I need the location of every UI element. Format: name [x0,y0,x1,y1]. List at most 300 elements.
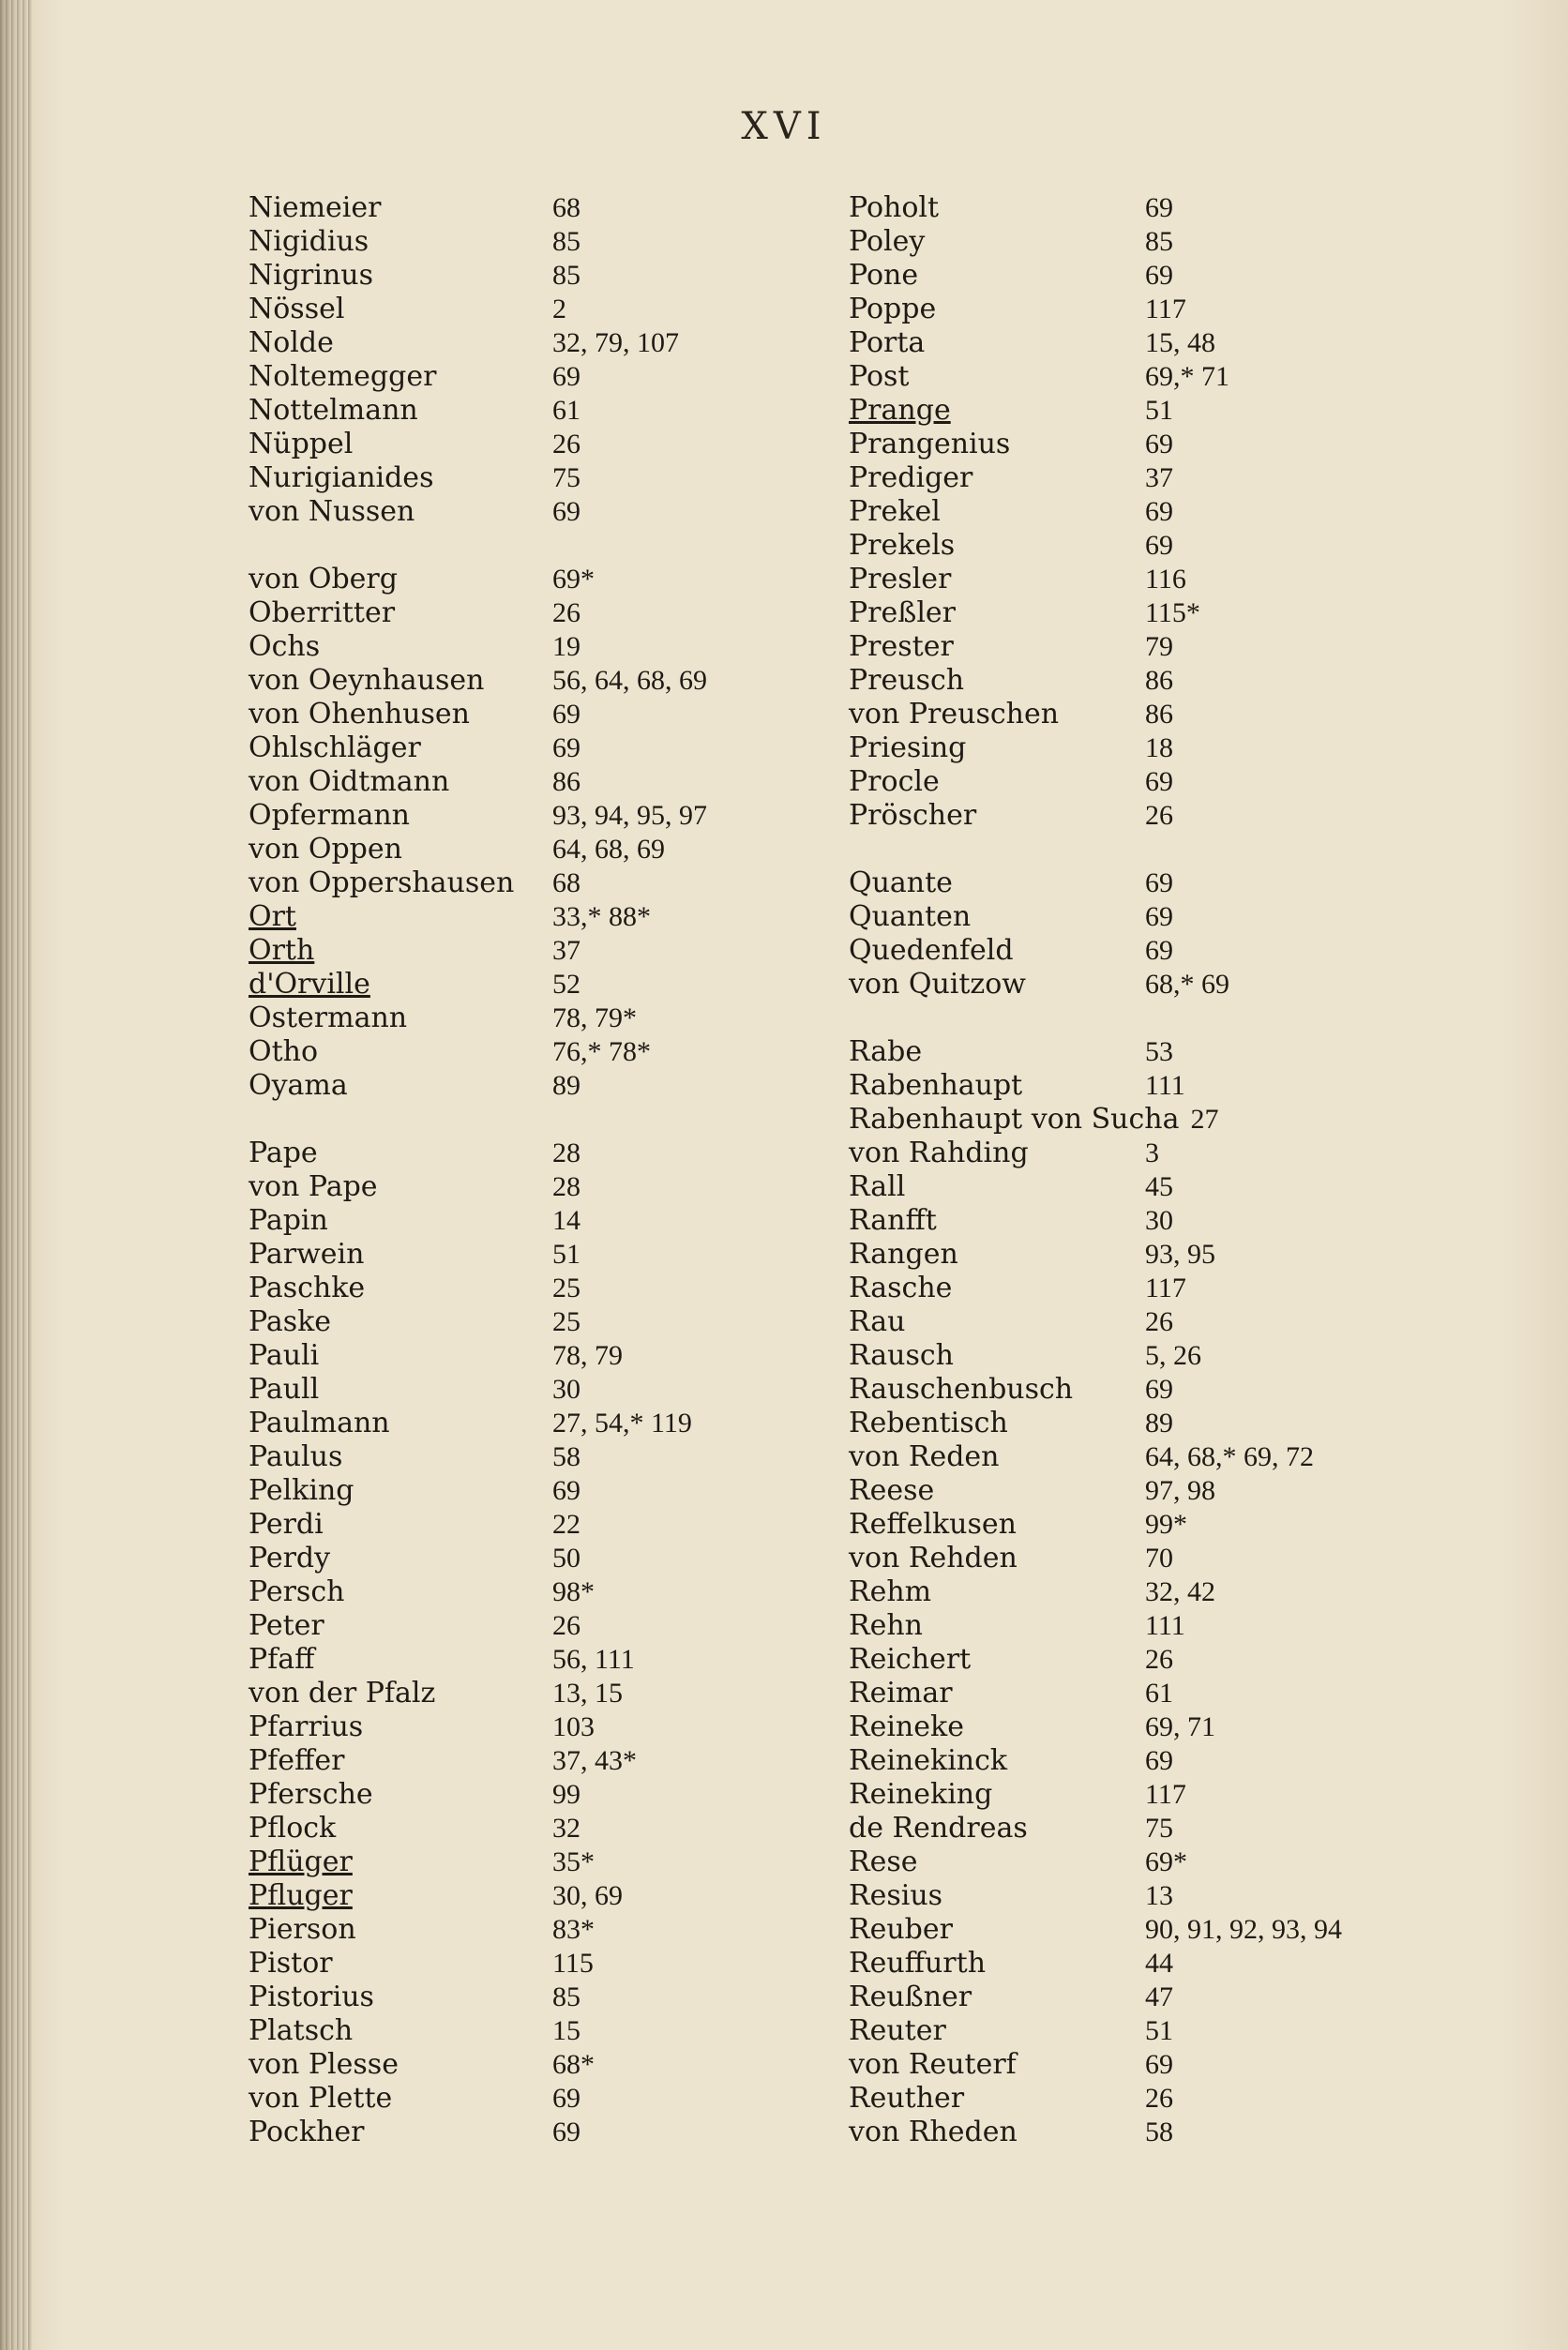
entry-name: Nolde [249,326,334,359]
entry-pages: 117 [1145,1273,1186,1303]
index-entry [849,563,1496,596]
entry-pages: 53 [1145,1036,1173,1067]
index-entry [849,225,1496,259]
index-entry [249,394,849,428]
entry-name: Platsch [249,2014,354,2047]
entry-name: Nigrinus [249,259,374,292]
index-entry [249,1981,849,2014]
index-entry [249,596,849,630]
entry-pages: 26 [1145,2083,1173,2114]
entry-pages: 79 [1145,631,1173,662]
entry-pages: 5, 26 [1145,1340,1201,1371]
entry-pages: 99 [552,1779,580,1810]
entry-name: von Oppershausen [249,866,515,899]
entry-name: Pfersche [249,1778,373,1811]
entry-name: Preßler [849,596,957,629]
entry-name: von Rahding [849,1137,1029,1169]
entry-pages: 69, 71 [1145,1711,1215,1742]
index-entry [249,293,849,326]
entry-name: Nössel [249,293,345,325]
entry-pages: 103 [552,1711,595,1742]
index-entry [249,1440,849,1474]
index-entry [249,191,849,225]
entry-pages: 76,* 78* [552,1036,651,1067]
entry-pages: 35* [552,1846,595,1877]
entry-pages: 83* [552,1914,595,1945]
index-entry [849,461,1496,495]
entry-pages: 3 [1145,1137,1159,1168]
entry-name: Poholt [849,191,940,224]
entry-name: Post [849,360,910,393]
entry-name: Rabe [849,1035,923,1068]
entry-pages: 64, 68, 69 [552,834,665,865]
page-binding-edge [0,0,32,2350]
entry-name: Ochs [249,630,321,663]
entry-name: von Rehden [849,1542,1018,1574]
entry-pages: 117 [1145,294,1186,324]
index-column-right [849,191,1496,2149]
entry-name: von Oberg [249,563,398,595]
entry-pages: 2 [552,294,566,324]
index-entry [849,1845,1496,1879]
entry-pages: 45 [1145,1171,1173,1202]
entry-name: Pelking [249,1474,354,1507]
entry-pages: 111 [1145,1070,1185,1101]
index-entry [249,731,849,765]
section-gap [849,1002,1496,1035]
entry-pages: 26 [1145,800,1173,831]
index-entry [249,1508,849,1542]
entry-pages: 44 [1145,1948,1173,1979]
entry-name: Prester [849,630,954,663]
entry-pages: 69* [552,564,595,595]
entry-pages: 69 [552,699,580,730]
entry-pages: 32, 42 [1145,1576,1215,1607]
page-number: XVI [741,105,827,148]
entry-name: Nurigianides [249,461,434,494]
entry-name: Pierson [249,1913,356,1946]
entry-name: Reese [849,1474,935,1507]
entry-name: Preusch [849,664,965,697]
entry-name: Pistorius [249,1981,374,2013]
index-entry [849,1609,1496,1643]
index-entry [249,1575,849,1609]
index-entry [249,1339,849,1373]
entry-pages: 69 [552,496,580,527]
index-entry [249,1710,849,1744]
entry-pages: 98* [552,1576,595,1607]
index-entry [249,1204,849,1238]
index-entry [849,765,1496,799]
entry-pages: 51 [552,1239,580,1270]
entry-name: Pfluger [249,1879,353,1912]
entry-pages: 68* [552,2049,595,2080]
entry-name: Ranfft [849,1204,937,1237]
entry-pages: 26 [552,429,580,459]
entry-pages: 56, 111 [552,1644,635,1675]
entry-name: Nüppel [249,428,354,460]
index-entry [249,1002,849,1035]
entry-name: Paske [249,1305,332,1338]
entry-pages: 37 [552,935,580,966]
index-entry [249,326,849,360]
entry-name: Quante [849,866,953,899]
index-entry [249,1137,849,1170]
entry-pages: 56, 64, 68, 69 [552,665,707,696]
entry-name: von Oidtmann [249,765,450,798]
index-entry [849,1947,1496,1981]
entry-pages: 68 [552,867,580,898]
entry-pages: 78, 79 [552,1340,623,1371]
index-entry [249,664,849,698]
entry-name: Pistor [249,1947,333,1980]
index-entry [849,664,1496,698]
entry-name: Reuffurth [849,1947,987,1980]
entry-name: Ort [249,900,296,933]
index-entry [849,630,1496,664]
index-entry [249,461,849,495]
entry-pages: 89 [1145,1408,1173,1439]
entry-name: Resius [849,1879,943,1912]
index-entry [849,1913,1496,1947]
entry-pages: 51 [1145,2015,1173,2046]
entry-pages: 69 [1145,260,1173,291]
entry-pages: 69 [1145,496,1173,527]
entry-pages: 69* [1145,1846,1187,1877]
entry-name: Reuber [849,1913,953,1946]
entry-pages: 27, 54,* 119 [552,1408,692,1439]
index-entry [849,1238,1496,1272]
index-entry [849,1643,1496,1677]
entry-pages: 69 [1145,1745,1173,1776]
entry-name: Prediger [849,461,973,494]
index-entry [849,259,1496,293]
entry-name: Prangenius [849,428,1011,460]
section-gap [249,529,849,563]
entry-name: de Rendreas [849,1812,1028,1845]
entry-pages: 15 [552,2015,580,2046]
entry-name: Reuther [849,2082,965,2115]
entry-name: Nigidius [249,225,369,258]
entry-pages: 69 [552,732,580,763]
index-entry [249,225,849,259]
entry-name: Rall [849,1170,906,1203]
index-entry [249,1035,849,1069]
index-entry [849,1677,1496,1710]
entry-name: von Plette [249,2082,393,2115]
entry-name: Rebentisch [849,1407,1008,1439]
index-entry [249,1913,849,1947]
entry-pages: 69 [552,2117,580,2147]
entry-name: Pfaff [249,1643,315,1676]
entry-name: Perdi [249,1508,324,1541]
entry-name: Parwein [249,1238,365,1271]
index-entry [849,1103,1496,1137]
index-entry [849,1272,1496,1305]
entry-name: Paull [249,1373,320,1406]
entry-name: Reichert [849,1643,972,1676]
index-entry [849,1812,1496,1845]
index-entry [249,866,849,900]
index-entry [249,2014,849,2048]
index-entry [849,1710,1496,1744]
index-entry [849,1204,1496,1238]
entry-name: Poppe [849,293,937,325]
entry-pages: 32, 79, 107 [552,327,679,358]
index-entry [849,1407,1496,1440]
entry-pages: 26 [552,597,580,628]
entry-name: Rehm [849,1575,932,1608]
entry-name: Quanten [849,900,972,933]
index-entry [849,191,1496,225]
entry-name: Rese [849,1845,918,1878]
entry-name: Pflock [249,1812,337,1845]
index-entry [849,1508,1496,1542]
index-entry [249,1373,849,1407]
entry-name: Ohlschläger [249,731,421,764]
index-entry [249,563,849,596]
entry-pages: 69 [1145,192,1173,223]
entry-name: von Quitzow [849,968,1026,1001]
index-entry [249,799,849,833]
index-entry [249,698,849,731]
entry-pages: 37, 43* [552,1745,637,1776]
entry-name: Poley [849,225,926,258]
entry-pages: 116 [1145,564,1186,595]
index-entry [849,2116,1496,2149]
entry-pages: 85 [552,260,580,291]
index-entry [849,1305,1496,1339]
index-entry [249,1069,849,1103]
index-entry [849,428,1496,461]
entry-pages: 58 [552,1441,580,1472]
entry-pages: 33,* 88* [552,901,651,932]
entry-pages: 13 [1145,1880,1173,1911]
index-entry [849,866,1496,900]
entry-pages: 58 [1145,2117,1173,2147]
index-entry [249,900,849,934]
index-entry [849,934,1496,968]
entry-pages: 25 [552,1273,580,1303]
entry-pages: 97, 98 [1145,1475,1215,1506]
index-entry [249,1879,849,1913]
index-entry [849,596,1496,630]
entry-name: Reuter [849,2014,946,2047]
index-entry [249,1170,849,1204]
entry-pages: 69 [1145,530,1173,561]
entry-pages: 26 [1145,1306,1173,1337]
entry-pages: 85 [552,226,580,257]
entry-name: von Reden [849,1440,1000,1473]
index-entry [849,1137,1496,1170]
entry-name: Reineke [849,1710,964,1743]
entry-name: von Ohenhusen [249,698,470,731]
entry-name: Nottelmann [249,394,418,427]
entry-name: Paulus [249,1440,343,1473]
index-entry [249,1238,849,1272]
entry-name: Rauschenbusch [849,1373,1074,1406]
index-entry [849,394,1496,428]
entry-pages: 86 [1145,699,1173,730]
entry-name: Paulmann [249,1407,390,1439]
index-column-left [249,191,849,2149]
entry-name: Persch [249,1575,345,1608]
entry-pages: 61 [552,395,580,426]
entry-name: von Nussen [249,495,415,528]
entry-name: Rangen [849,1238,958,1271]
index-entry [249,1474,849,1508]
entry-name: Priesing [849,731,967,764]
entry-name: Reineking [849,1778,993,1811]
entry-pages: 69 [552,2083,580,2114]
index-entry [849,495,1496,529]
entry-name: Pflüger [249,1845,353,1878]
index-entry [249,1812,849,1845]
entry-name: Reffelkusen [849,1508,1017,1541]
entry-pages: 22 [552,1509,580,1540]
index-entry [249,1677,849,1710]
entry-name: Pockher [249,2116,365,2148]
entry-name: Niemeier [249,191,382,224]
index-entry [849,2082,1496,2116]
entry-name: Rasche [849,1272,953,1304]
entry-pages: 28 [552,1137,580,1168]
entry-pages: 68,* 69 [1145,969,1229,1000]
entry-pages: 69,* 71 [1145,361,1229,392]
entry-name: von Plesse [249,2048,399,2081]
index-entry [249,968,849,1002]
index-entry [249,1744,849,1778]
index-entry [249,765,849,799]
entry-pages: 37 [1145,462,1173,493]
entry-name: von Oppen [249,833,402,866]
entry-pages: 69 [1145,429,1173,459]
entry-name: Rabenhaupt von Sucha [849,1103,1180,1136]
entry-name: Noltemegger [249,360,437,393]
entry-name: Rabenhaupt [849,1069,1023,1102]
index-entry [249,1778,849,1812]
entry-pages: 26 [1145,1644,1173,1675]
entry-pages: 75 [1145,1813,1173,1844]
entry-pages: 47 [1145,1981,1173,2012]
index-entry [849,1575,1496,1609]
entry-pages: 18 [1145,732,1173,763]
index-entry [249,1643,849,1677]
entry-pages: 69 [1145,1374,1173,1405]
entry-pages: 69 [552,1475,580,1506]
index-entry [849,1373,1496,1407]
entry-name: von Rheden [849,2116,1018,2148]
entry-pages: 32 [552,1813,580,1844]
entry-pages: 27 [1190,1104,1219,1135]
entry-pages: 51 [1145,395,1173,426]
entry-name: Opfermann [249,799,410,832]
entry-name: d'Orville [249,968,370,1001]
entry-name: von Preuschen [849,698,1060,731]
entry-pages: 13, 15 [552,1678,623,1709]
index-entry [849,900,1496,934]
entry-pages: 30 [552,1374,580,1405]
entry-pages: 25 [552,1306,580,1337]
entry-pages: 70 [1145,1543,1173,1574]
entry-pages: 50 [552,1543,580,1574]
entry-pages: 115* [1145,597,1200,628]
index-entry [849,1981,1496,2014]
entry-pages: 86 [552,766,580,797]
entry-name: Procle [849,765,940,798]
index-entry [849,1440,1496,1474]
index-entry [849,1879,1496,1913]
entry-pages: 69 [1145,766,1173,797]
index-entry [849,1542,1496,1575]
entry-name: Pfarrius [249,1710,364,1743]
entry-pages: 19 [552,631,580,662]
entry-name: Oyama [249,1069,348,1102]
entry-pages: 69 [552,361,580,392]
entry-name: Reinekinck [849,1744,1008,1777]
entry-pages: 30, 69 [552,1880,623,1911]
index-entry [849,1035,1496,1069]
entry-pages: 52 [552,969,580,1000]
entry-pages: 93, 94, 95, 97 [552,800,707,831]
entry-name: Orth [249,934,315,967]
entry-pages: 64, 68,* 69, 72 [1145,1441,1314,1472]
entry-pages: 69 [1145,2049,1173,2080]
entry-name: Reußner [849,1981,972,2013]
section-gap [849,833,1496,866]
index-entry [849,529,1496,563]
index-entry [849,326,1496,360]
index-entry [249,630,849,664]
entry-pages: 69 [1145,867,1173,898]
entry-name: Rehn [849,1609,923,1642]
entry-pages: 85 [1145,226,1173,257]
index-entry [249,259,849,293]
index-entry [249,1947,849,1981]
entry-name: Reimar [849,1677,953,1710]
entry-name: Otho [249,1035,319,1068]
index-entry [849,1778,1496,1812]
entry-pages: 99* [1145,1509,1187,1540]
index-entry [849,293,1496,326]
entry-pages: 14 [552,1205,580,1236]
entry-name: Quedenfeld [849,934,1014,967]
index-entry [249,1272,849,1305]
entry-name: Presler [849,563,952,595]
entry-pages: 90, 91, 92, 93, 94 [1145,1914,1342,1945]
index-entry [249,1305,849,1339]
entry-pages: 85 [552,1981,580,2012]
index-entry [849,731,1496,765]
index-entry [849,968,1496,1002]
index-entry [249,934,849,968]
entry-pages: 115 [552,1948,594,1979]
entry-pages: 61 [1145,1678,1173,1709]
entry-name: Pröscher [849,799,977,832]
entry-pages: 68 [552,192,580,223]
entry-name: Prekel [849,495,941,528]
entry-pages: 15, 48 [1145,327,1215,358]
index-entry [249,2048,849,2082]
index-entry [849,1170,1496,1204]
index-entry [849,2048,1496,2082]
index-entry [249,1609,849,1643]
entry-name: Rau [849,1305,906,1338]
entry-name: von Oeynhausen [249,664,485,697]
entry-name: Rausch [849,1339,955,1372]
entry-name: Perdy [249,1542,331,1574]
index-entry [849,2014,1496,2048]
